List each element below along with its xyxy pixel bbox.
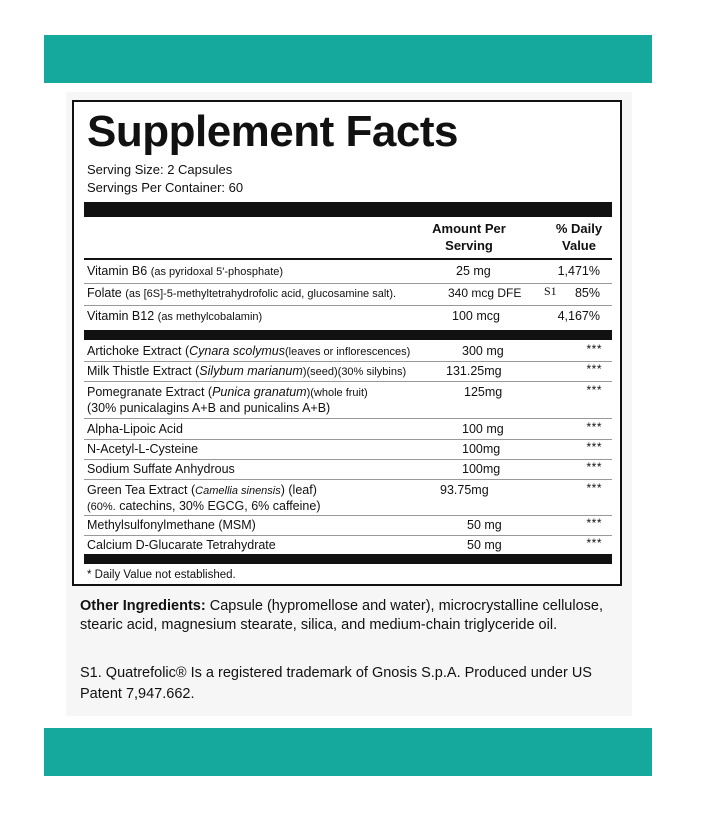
row-divider	[84, 535, 612, 536]
row-divider	[84, 515, 612, 516]
nutrient-dv-vitamin-b12: 4,167%	[557, 309, 600, 323]
ingredient-name-artichoke: Artichoke Extract (Cynara scolymus(leaves or inflorescences)	[87, 344, 411, 358]
ingredient-dv-artichoke: ***	[586, 342, 602, 356]
ingredient-name-green-tea: Green Tea Extract (Camellia sinensis) (leaf)	[87, 483, 317, 497]
ingredient-name-n-acetyl-l-cysteine: N-Acetyl-L-Cysteine	[87, 442, 199, 456]
ingredient-amount-milk-thistle: 131.25mg	[446, 364, 502, 378]
ingredient-dv-milk-thistle: ***	[586, 362, 602, 376]
section-divider-bar	[84, 330, 612, 340]
ingredient-dv-msm: ***	[586, 516, 602, 530]
ingredient-dv-calcium-d-glucarate: ***	[586, 536, 602, 550]
ingredient-name-milk-thistle: Milk Thistle Extract (Silybum marianum)(seed)(30% silybins)	[87, 364, 407, 378]
daily-value-footnote: * Daily Value not established.	[87, 569, 236, 581]
ingredient-amount-n-acetyl-l-cysteine: 100mg	[462, 442, 501, 456]
bottom-teal-band	[44, 728, 652, 776]
amount-per-serving-header: Amount Per Serving	[432, 221, 506, 253]
nutrient-amount-folate: 340 mcg DFE	[448, 286, 522, 300]
other-ingredients-text: Capsule (hypromellose and water), microcrystalline cellulose, stearic acid, magnesium stearate, silica, and medium-chain triglyceride oil.	[80, 598, 603, 633]
ingredient-amount-alpha-lipoic-acid: 100 mg	[462, 422, 504, 436]
ingredient-dv-alpha-lipoic-acid: ***	[586, 420, 602, 434]
ingredient-amount-pomegranate: 125mg	[464, 385, 503, 399]
row-divider	[84, 418, 612, 419]
nutrient-dv-folate: 85%	[574, 286, 600, 300]
nutrient-amount-vitamin-b12: 100 mcg	[452, 309, 500, 323]
ingredient-dv-sodium-suffate: ***	[586, 460, 602, 474]
supplement-facts-box	[72, 100, 622, 586]
row-divider	[84, 479, 612, 480]
ingredient-dv-n-acetyl-l-cysteine: ***	[586, 440, 602, 454]
nutrient-amount-vitamin-b6: 25 mg	[456, 264, 491, 278]
ingredient-name-msm: Methylsulfonylmethane (MSM)	[87, 518, 256, 532]
ingredient-name-calcium-d-glucarate: Calcium D-Glucarate Tetrahydrate	[87, 538, 276, 552]
other-ingredients-label: Other Ingredients:	[80, 598, 206, 614]
ingredient-amount-calcium-d-glucarate: 50 mg	[467, 538, 502, 552]
row-divider	[84, 459, 612, 460]
row-divider	[84, 361, 612, 362]
daily-value-header: % Daily Value	[555, 221, 603, 253]
servings-per-container: Servings Per Container: 60	[87, 180, 244, 195]
other-ingredients	[80, 597, 620, 635]
row-divider	[84, 381, 612, 382]
ingredient-dv-green-tea: ***	[586, 481, 602, 495]
ingredient-amount-green-tea: 93.75mg	[440, 483, 489, 497]
ingredient-name-sodium-suffate: Sodium Suffate Anhydrous	[87, 462, 235, 476]
footer-divider-bar	[84, 554, 612, 564]
row-divider	[84, 258, 612, 260]
row-divider	[84, 305, 612, 306]
nutrient-name-folate: Folate (as [6S]-5-methyltetrahydrofolic acid, glucosamine salt).	[87, 286, 397, 300]
ingredient-amount-msm: 50 mg	[467, 518, 502, 532]
nutrient-dv-vitamin-b6: 1,471%	[557, 264, 600, 278]
row-divider	[84, 439, 612, 440]
ingredient-name-pomegranate: Pomegranate Extract (Punica granatum)(whole fruit)	[87, 385, 368, 399]
ingredient-amount-sodium-suffate: 100mg	[462, 462, 501, 476]
serving-size: Serving Size: 2 Capsules	[87, 162, 233, 177]
ingredient-dv-pomegranate: ***	[586, 383, 602, 397]
ingredient-detail-green-tea: (60%. catechins, 30% EGCG, 6% caffeine)	[87, 499, 321, 513]
ingredient-amount-artichoke: 300 mg	[462, 344, 504, 358]
row-divider	[84, 283, 612, 284]
trademark-note: S1. Quatrefolic® Is a registered trademark of Gnosis S.p.A. Produced under US Patent 7,947.662.	[80, 665, 592, 702]
ingredient-detail-pomegranate: (30% punicalagins A+B and punicalins A+B)	[87, 401, 331, 415]
header-divider-bar	[84, 202, 612, 217]
ingredient-name-alpha-lipoic-acid: Alpha-Lipoic Acid	[87, 422, 183, 436]
facts-title: Supplement Facts	[87, 107, 458, 156]
top-teal-band	[44, 35, 652, 83]
folate-trademark-mark: S1	[544, 284, 557, 298]
nutrient-name-vitamin-b6: Vitamin B6 (as pyridoxal 5'-phosphate)	[87, 264, 284, 278]
nutrient-name-vitamin-b12: Vitamin B12 (as methylcobalamin)	[87, 309, 263, 323]
